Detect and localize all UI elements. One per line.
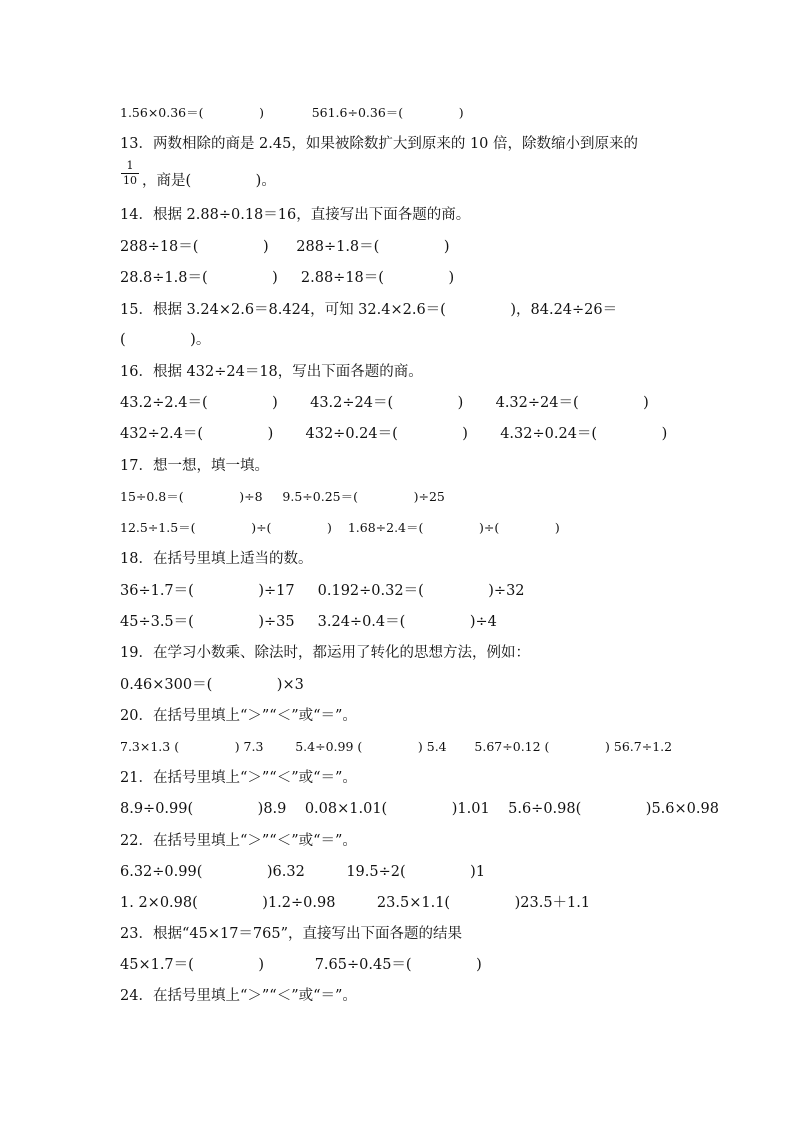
fraction-denominator: 10 xyxy=(123,174,137,187)
q16-row-1: 43.2÷2.4＝( ) 43.2÷24＝( ) 4.32÷24＝( ) xyxy=(120,395,649,411)
q22-row-1: 6.32÷0.99( )6.32 19.5÷2( )1 xyxy=(120,864,486,880)
q12-expressions: 1.56×0.36＝( ) 561.6÷0.36＝( ) xyxy=(120,105,464,120)
q16-row-2: 432÷2.4＝( ) 432÷0.24＝( ) 4.32÷0.24＝( ) xyxy=(120,426,668,442)
q21-title: 21．在括号里填上“＞”“＜”或“＝”。 xyxy=(120,770,357,786)
q18-title: 18．在括号里填上适当的数。 xyxy=(120,551,313,567)
q20-title: 20．在括号里填上“＞”“＜”或“＝”。 xyxy=(120,708,357,724)
q15-continuation: ( )。 xyxy=(120,332,211,348)
q22-row-2: 1. 2×0.98( )1.2÷0.98 23.5×1.1( )23.5＋1.1 xyxy=(120,895,591,911)
q17-title: 17．想一想，填一填。 xyxy=(120,458,269,474)
q19-text: 19．在学习小数乘、除法时，都运用了转化的思想方法，例如： xyxy=(120,645,530,661)
q21-row: 8.9÷0.99( )8.9 0.08×1.01( )1.01 5.6÷0.98( )5.6×0.98 xyxy=(120,801,719,817)
q23-row: 45×1.7＝( ) 7.65÷0.45＝( ) xyxy=(120,957,482,973)
q23-title: 23．根据“45×17＝765”，直接写出下面各题的结果 xyxy=(120,926,463,942)
fraction-numerator: 1 xyxy=(126,159,134,172)
q24-title: 24．在括号里填上“＞”“＜”或“＝”。 xyxy=(120,988,357,1004)
q14-row-2: 28.8÷1.8＝( ) 2.88÷18＝( ) xyxy=(120,270,455,286)
fraction-one-tenth xyxy=(120,160,140,187)
q13-text: 13．两数相除的商是 2.45，如果被除数扩大到原来的 10 倍，除数缩小到原来的 xyxy=(120,136,639,152)
q18-row-1: 36÷1.7＝( )÷17 0.192÷0.32＝( )÷32 xyxy=(120,583,525,599)
q13-answer-blank: ，商是( )。 xyxy=(142,173,276,189)
q16-title: 16．根据 432÷24＝18，写出下面各题的商。 xyxy=(120,364,423,380)
q14-row-1: 288÷18＝( ) 288÷1.8＝( ) xyxy=(120,239,450,255)
q22-title: 22．在括号里填上“＞”“＜”或“＝”。 xyxy=(120,833,357,849)
q15-text: 15．根据 3.24×2.6＝8.424，可知 32.4×2.6＝( )，84.24÷26＝ xyxy=(120,302,618,318)
q19-example: 0.46×300＝( )×3 xyxy=(120,677,304,693)
q18-row-2: 45÷3.5＝( )÷35 3.24÷0.4＝( )÷4 xyxy=(120,614,497,630)
q17-row-2: 12.5÷1.5＝( )÷( ) 1.68÷2.4＝( )÷( ) xyxy=(120,520,560,535)
q17-row-1: 15÷0.8＝( )÷8 9.5÷0.25＝( )÷25 xyxy=(120,489,445,504)
q20-row: 7.3×1.3 ( ) 7.3 5.4÷0.99 ( ) 5.4 5.67÷0.12 ( ) 56.7÷1.2 xyxy=(120,739,673,754)
q14-title: 14．根据 2.88÷0.18＝16，直接写出下面各题的商。 xyxy=(120,207,471,223)
